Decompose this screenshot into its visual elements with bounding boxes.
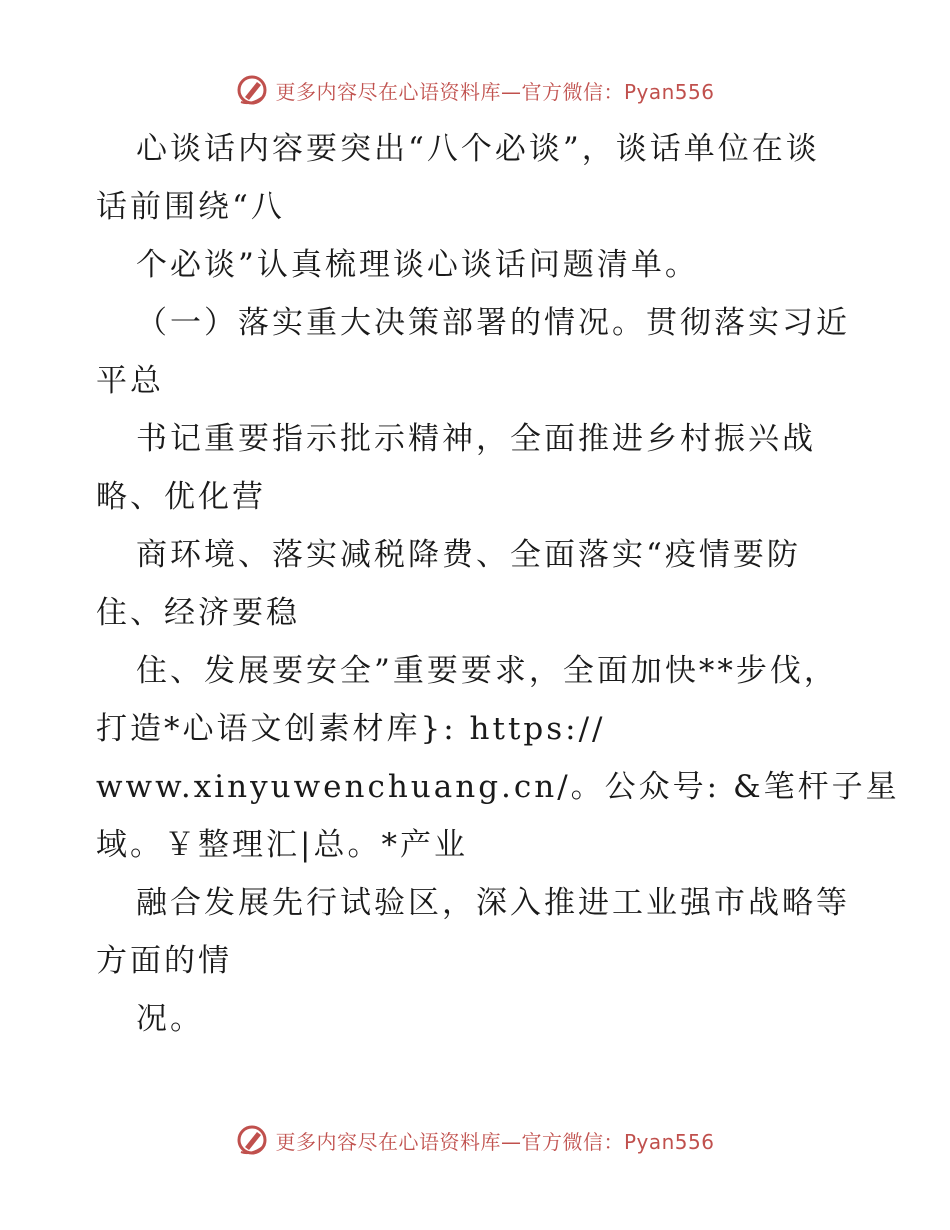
header-banner-text: 更多内容尽在心语资料库—官方微信：Pyan556 xyxy=(275,79,715,104)
body-line: 住、发展要安全”重要要求，全面加快**步伐， xyxy=(136,653,838,689)
pen-logo-icon xyxy=(235,73,269,107)
body-line: 略、优化营 xyxy=(96,479,266,515)
pen-logo-icon xyxy=(235,1123,269,1157)
body-line: 打造*心语文创素材库}: https:// xyxy=(96,711,606,747)
body-line: www.xinyuwenchuang.cn/。公众号: &笔杆子星 xyxy=(96,769,900,805)
body-line: 域。￥整理汇|总。*产业 xyxy=(96,827,468,863)
body-line: （一）落实重大决策部署的情况。贯彻落实习近 xyxy=(136,305,850,341)
body-line: 平总 xyxy=(96,363,164,399)
footer-banner-inner xyxy=(235,1123,714,1157)
body-line: 融合发展先行试验区，深入推进工业强市战略等 xyxy=(136,885,850,921)
header-banner xyxy=(0,70,950,110)
body-line: 心谈话内容要突出“八个必谈”，谈话单位在谈 xyxy=(136,131,820,167)
document-body xyxy=(96,120,900,1048)
header-banner-inner xyxy=(235,73,714,107)
body-line: 况。 xyxy=(136,1001,204,1037)
body-line: 个必谈”认真梳理谈心谈话问题清单。 xyxy=(136,247,699,283)
body-line: 书记重要指示批示精神，全面推进乡村振兴战 xyxy=(136,421,816,457)
body-line: 商环境、落实减税降费、全面落实“疫情要防 xyxy=(136,537,801,573)
footer-banner-text: 更多内容尽在心语资料库—官方微信：Pyan556 xyxy=(275,1129,715,1154)
body-line: 话前围绕“八 xyxy=(96,189,285,225)
body-line: 住、经济要稳 xyxy=(96,595,300,631)
body-line: 方面的情 xyxy=(96,943,232,979)
footer-banner xyxy=(0,1120,950,1160)
